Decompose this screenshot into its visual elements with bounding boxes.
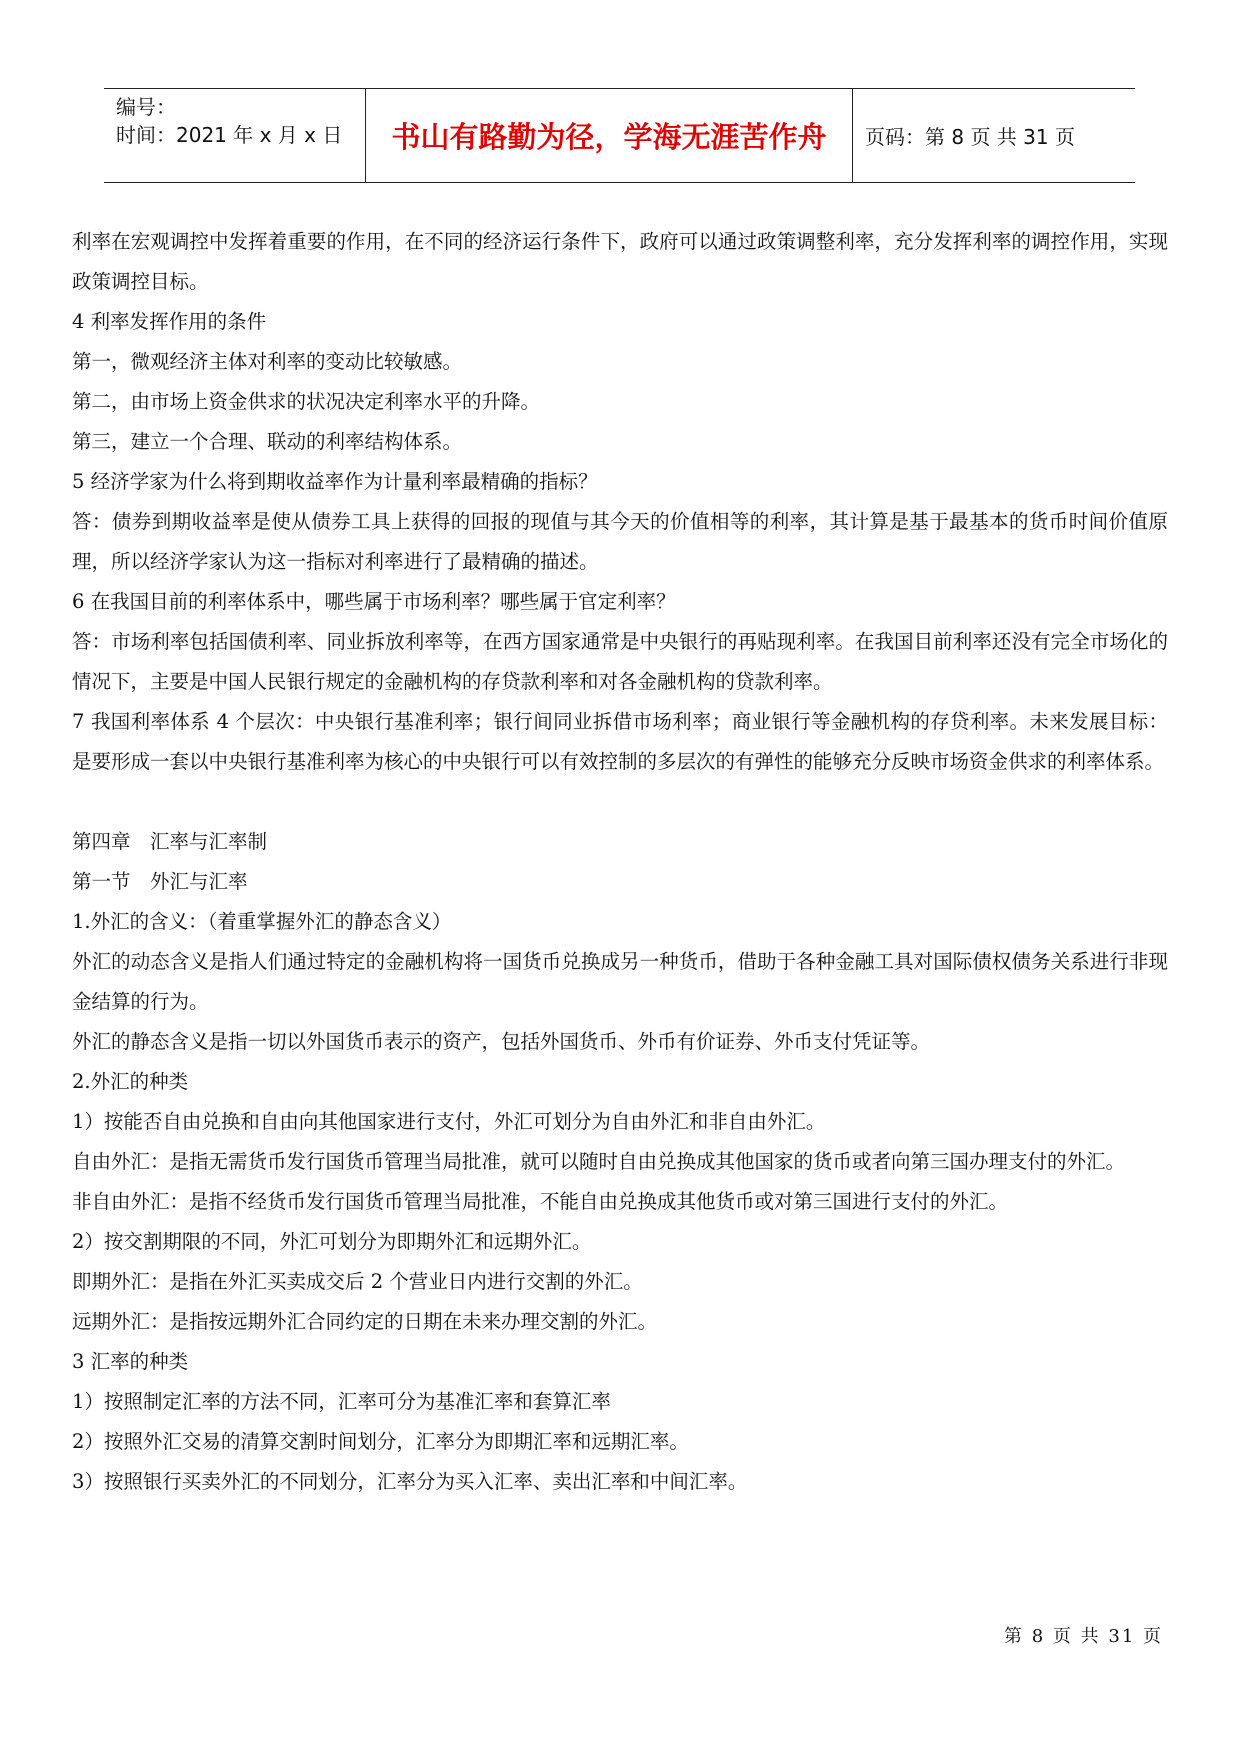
subsection-heading: 3 汇率的种类 [72,1350,189,1373]
section-title: 第一节 外汇与汇率 [72,870,248,893]
motto: 书山有路勤为径，学海无涯苦作舟 [366,89,853,182]
paragraph: 2）按交割期限的不同，外汇可划分为即期外汇和远期外汇。 [72,1230,592,1253]
paragraph: 即期外汇：是指在外汇买卖成交后 2 个营业日内进行交割的外汇。 [72,1270,643,1293]
paragraph: 利率在宏观调控中发挥着重要的作用，在不同的经济运行条件下，政府可以通过政策调整利率，充分发挥利率的调控作用，实现政策调控目标。 [72,230,1168,293]
paragraph: 7 我国利率体系 4 个层次：中央银行基准利率；银行间同业拆借市场利率；商业银行等金融机构的存贷利率。未来发展目标：是要形成一套以中央银行基准利率为核心的中央银行可以有效控制的多层次的有弹性的能够充分反映市场资金供求的利率体系。 [72,710,1168,773]
header-table [104,88,1135,183]
page-footer: 第 8 页 共 31 页 [1004,1626,1163,1647]
paragraph: 外汇的动态含义是指人们通过特定的金融机构将一国货币兑换成另一种货币，借助于各种金融工具对国际债权债务关系进行非现金结算的行为。 [72,950,1168,1013]
paragraph: 外汇的静态含义是指一切以外国货币表示的资产，包括外国货币、外币有价证券、外币支付凭证等。 [72,1030,931,1053]
paragraph: 远期外汇：是指按远期外汇合同约定的日期在未来办理交割的外汇。 [72,1310,658,1333]
number-label: 编号： [116,95,176,119]
paragraph: 非自由外汇：是指不经货币发行国货币管理当局批准，不能自由兑换成其他货币或对第三国进行支付的外汇。 [72,1190,1009,1213]
paragraph: 第二，由市场上资金供求的状况决定利率水平的升降。 [72,390,541,413]
header-meta [104,89,366,182]
answer-paragraph: 答：债券到期收益率是使从债券工具上获得的回报的现值与其今天的价值相等的利率，其计算是基于最基本的货币时间价值原理，所以经济学家认为这一指标对利率进行了最精确的描述。 [72,510,1168,573]
question-heading: 6 在我国目前的利率体系中，哪些属于市场利率？哪些属于官定利率？ [72,590,676,613]
paragraph: 自由外汇：是指无需货币发行国货币管理当局批准，就可以随时自由兑换成其他国家的货币或者向第三国办理支付的外汇。 [72,1150,1126,1173]
document-body [72,222,1168,1502]
subsection-heading: 2.外汇的种类 [72,1070,189,1093]
answer-paragraph: 答：市场利率包括国债利率、同业拆放利率等，在西方国家通常是中央银行的再贴现利率。在我国目前利率还没有完全市场化的情况下，主要是中国人民银行规定的金融机构的存贷款利率和对各金融机构的贷款利率。 [72,630,1168,693]
question-heading: 5 经济学家为什么将到期收益率作为计量利率最精确的指标？ [72,470,598,493]
blank-line [72,782,1168,822]
section-heading: 4 利率发挥作用的条件 [72,310,267,333]
time-label: 时间：2021 年 x 月 x 日 [116,123,343,147]
paragraph: 第一，微观经济主体对利率的变动比较敏感。 [72,350,463,373]
paragraph: 1）按照制定汇率的方法不同，汇率可分为基准汇率和套算汇率 [72,1390,611,1413]
page-code: 页码：第 8 页 共 31 页 [865,125,1075,149]
chapter-title: 第四章 汇率与汇率制 [72,830,268,853]
subsection-heading: 1.外汇的含义：（着重掌握外汇的静态含义） [72,910,452,933]
paragraph: 3）按照银行买卖外汇的不同划分，汇率分为买入汇率、卖出汇率和中间汇率。 [72,1470,748,1493]
paragraph: 第三，建立一个合理、联动的利率结构体系。 [72,430,463,453]
paragraph: 2）按照外汇交易的清算交割时间划分，汇率分为即期汇率和远期汇率。 [72,1430,689,1453]
paragraph: 1）按能否自由兑换和自由向其他国家进行支付，外汇可划分为自由外汇和非自由外汇。 [72,1110,826,1133]
